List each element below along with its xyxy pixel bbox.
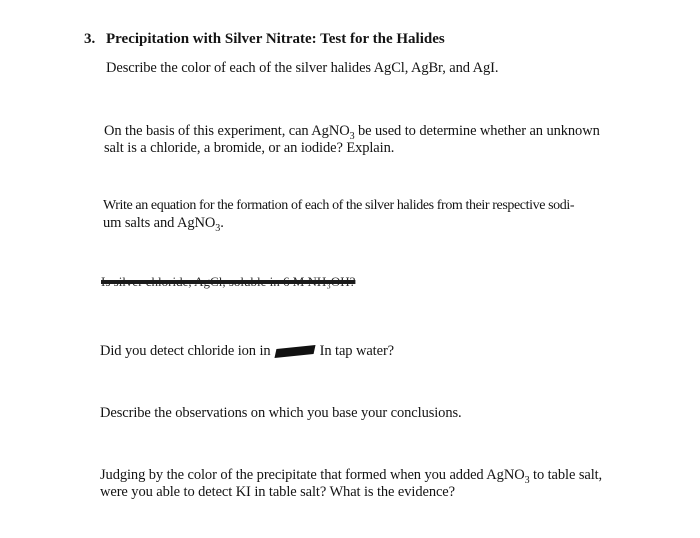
question-title: Precipitation with Silver Nitrate: Test for the Halides — [106, 31, 445, 47]
struck-out-question: Is silver chloride, AgCl, soluble in 6 M NH₃OH? — [101, 274, 356, 289]
question-number: 3. — [84, 31, 96, 47]
prompt-observations: Describe the observations on which you base your conclusions. — [100, 405, 462, 421]
prompt-describe-color: Describe the color of each of the silver halides AgCl, AgBr, and AgI. — [106, 60, 499, 76]
prompt-equation-line2: um salts and AgNO$_3$. — [103, 215, 224, 234]
prompt-judging-line1: Judging by the color of the precipitate that formed when you added AgNO$_3$ to table salt, — [100, 467, 603, 486]
prompt-chloride: Did you detect chloride ion in In tap water? — [100, 343, 395, 359]
prompt-judging-line2: were you able to detect KI in table salt? What is the evidence? — [100, 484, 455, 500]
prompt-basis-line2: salt is a chloride, a bromide, or an iodide? Explain. — [104, 140, 395, 156]
prompt-equation-line1: Write an equation for the formation of each of the silver halides from their respective sodi- — [103, 198, 575, 213]
prompt-basis-line1: On the basis of this experiment, can AgNO$_3$ be used to determine whether an unknown — [104, 123, 600, 142]
redaction-mark — [275, 345, 316, 358]
